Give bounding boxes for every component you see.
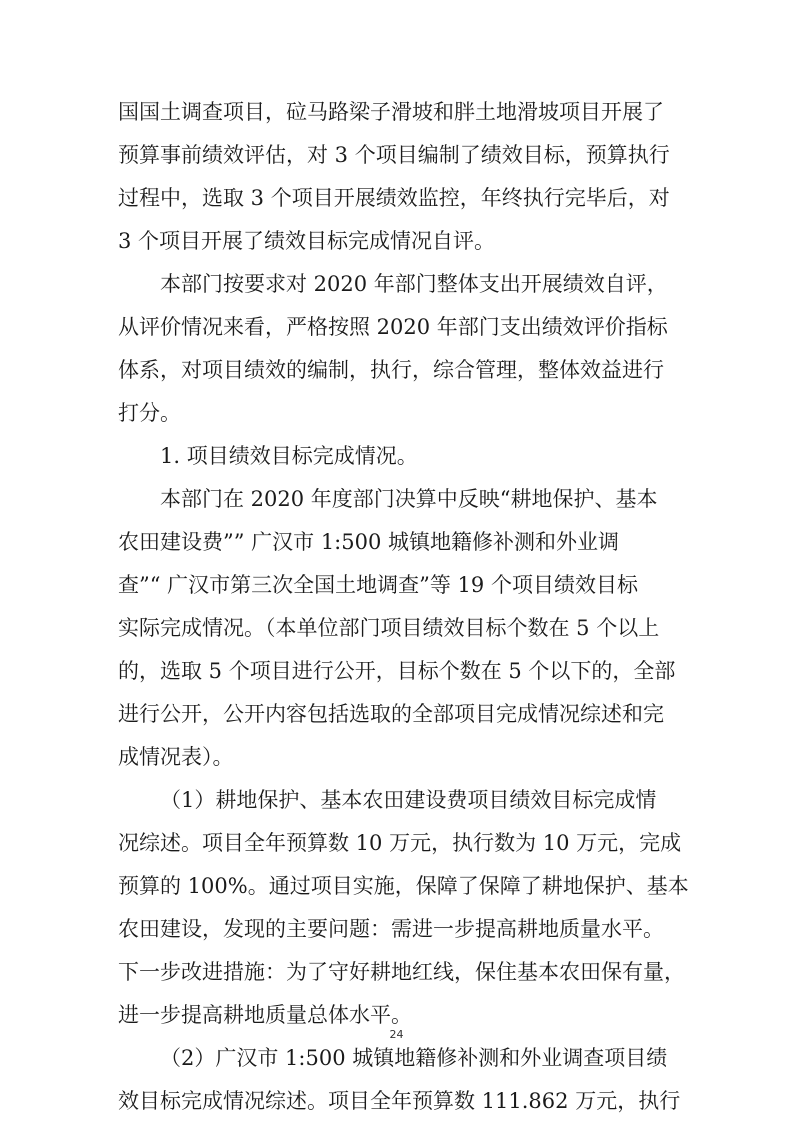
text-line: 体系，对项目绩效的编制，执行，综合管理，整体效益进行 [118, 358, 664, 382]
text-line: 进行公开，公开内容包括选取的全部项目完成情况综述和完 [118, 702, 664, 726]
text-line: （2）广汉市 1:500 城镇地籍修补测和外业调查项目绩 [160, 1046, 668, 1070]
text-line: （1）耕地保护、基本农田建设费项目绩效目标完成情 [160, 788, 657, 812]
text-line: 成情况表）。 [118, 745, 234, 769]
text-line: 本部门在 2020 年度部门决算中反映“耕地保护、基本 [160, 487, 658, 511]
section-heading: 1. 项目绩效目标完成情况。 [160, 444, 418, 468]
text-line: 3 个项目开展了绩效目标完成情况自评。 [118, 229, 496, 253]
text-line: 预算的 100%。通过项目实施，保障了保障了耕地保护、基本 [118, 874, 689, 898]
text-line: 从评价情况来看，严格按照 2020 年部门支出绩效评价指标 [118, 315, 668, 339]
text-line: 下一步改进措施：为了守好耕地红线，保住基本农田保有量， [118, 960, 685, 984]
text-line: 打分。 [118, 401, 181, 425]
text-line: 效目标完成情况综述。项目全年预算数 111.862 万元，执行 [118, 1089, 681, 1113]
text-line: 进一步提高耕地质量总体水平。 [118, 1003, 412, 1027]
text-line: 本部门按要求对 2020 年部门整体支出开展绩效自评， [160, 272, 668, 296]
text-line: 农田建设，发现的主要问题：需进一步提高耕地质量水平。 [118, 917, 664, 941]
text-line: 预算事前绩效评估，对 3 个项目编制了绩效目标，预算执行 [118, 143, 670, 167]
text-line: 国国土调查项目，砬马路梁子滑坡和胖土地滑坡项目开展了 [118, 100, 664, 124]
text-line: 实际完成情况。（本单位部门项目绩效目标个数在 5 个以上 [118, 616, 660, 640]
text-line: 况综述。项目全年预算数 10 万元，执行数为 10 万元，完成 [118, 831, 682, 855]
text-line: 农田建设费”” 广汉市 1:500 城镇地籍修补测和外业调 [118, 530, 620, 554]
text-line: 的，选取 5 个项目进行公开，目标个数在 5 个以下的，全部 [118, 659, 676, 683]
text-line: 查”“ 广汉市第三次全国土地调查”等 19 个项目绩效目标 [118, 573, 638, 597]
text-line: 过程中，选取 3 个项目开展绩效监控，年终执行完毕后，对 [118, 186, 670, 210]
page-number: 24 [389, 1028, 404, 1041]
